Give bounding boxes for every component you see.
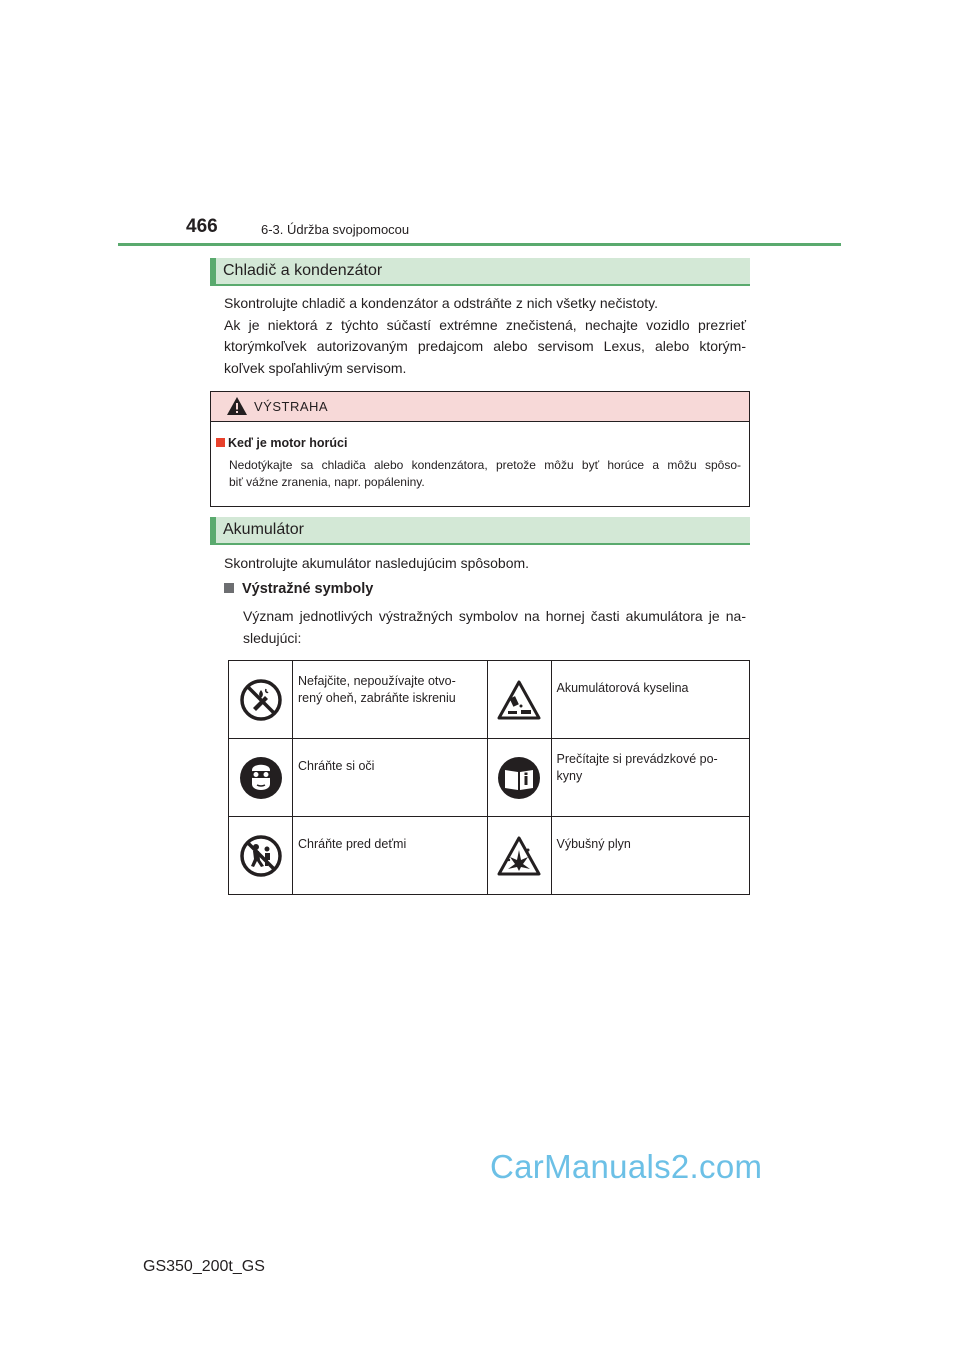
table-row bbox=[229, 817, 750, 895]
warning-title: VÝSTRAHA bbox=[254, 399, 329, 414]
battery-acid-icon bbox=[497, 680, 541, 720]
keep-away-children-icon bbox=[239, 834, 283, 878]
symbol-icon-cell bbox=[487, 817, 551, 895]
radiator-line-3: ktorýmkoľvek autorizovaným predajcom alebo servisom Lexus, alebo ktorým- bbox=[224, 338, 746, 355]
battery-intro: Skontrolujte akumulátor nasledujúcim spôsobom. bbox=[224, 555, 530, 571]
page-number: 466 bbox=[186, 216, 218, 237]
symbol-icon-cell bbox=[487, 661, 551, 739]
symbol-label-line-2: rený oheň, zabráňte iskreniu bbox=[298, 690, 456, 705]
symbols-desc-line-2: sledujúci: bbox=[243, 629, 302, 646]
symbol-label: Chráňte si oči bbox=[298, 759, 375, 773]
header-rule bbox=[118, 243, 841, 246]
gray-square-bullet-icon bbox=[224, 583, 234, 593]
radiator-line-4: koľvek spoľahlivým servisom. bbox=[224, 360, 407, 377]
warning-body bbox=[229, 457, 741, 490]
symbols-table bbox=[228, 660, 750, 895]
symbol-text-cell bbox=[551, 739, 750, 817]
warning-line-2: biť vážne zranenia, napr. popáleniny. bbox=[229, 474, 425, 489]
symbol-icon-cell bbox=[229, 739, 293, 817]
symbol-text-cell bbox=[293, 739, 488, 817]
section-header-battery bbox=[210, 517, 750, 545]
no-smoking-flame-icon bbox=[239, 678, 283, 722]
section-title-battery: Akumulátor bbox=[223, 521, 304, 538]
symbol-text-cell bbox=[293, 661, 488, 739]
warning-triangle-icon bbox=[226, 396, 248, 416]
symbol-text-cell bbox=[293, 817, 488, 895]
symbol-label-line-2: kyny bbox=[556, 768, 583, 783]
symbol-label: Chráňte pred deťmi bbox=[298, 837, 407, 851]
warning-header bbox=[211, 392, 749, 422]
radiator-line-2: Ak je niektorá z týchto súčastí extrémne znečistená, nechajte vozidlo prezrieť bbox=[224, 316, 746, 333]
symbol-label: Akumulátorová kyselina bbox=[556, 681, 689, 695]
symbol-label-line-1: Prečítajte si prevádzkové po- bbox=[556, 752, 718, 766]
symbol-text-cell bbox=[551, 661, 750, 739]
symbol-label-line-1: Nefajčite, nepoužívajte otvo- bbox=[298, 674, 456, 688]
table-row bbox=[229, 661, 750, 739]
symbols-bullet-text: Výstražné symboly bbox=[242, 581, 374, 597]
symbol-icon-cell bbox=[229, 661, 293, 739]
symbols-bullet bbox=[224, 581, 373, 597]
symbol-text-cell bbox=[551, 817, 750, 895]
watermark: CarManuals2.com bbox=[490, 1148, 763, 1185]
symbol-icon-cell bbox=[487, 739, 551, 817]
radiator-line-1: Skontrolujte chladič a kondenzátor a odstráňte z nich všetky nečistoty. bbox=[224, 295, 658, 311]
red-square-bullet-icon bbox=[216, 438, 225, 447]
symbol-icon-cell bbox=[229, 817, 293, 895]
radiator-text bbox=[224, 293, 746, 380]
explosive-gas-icon bbox=[497, 836, 541, 876]
eye-protection-icon bbox=[239, 756, 283, 800]
section-header-radiator bbox=[210, 258, 750, 286]
symbols-description bbox=[243, 606, 746, 649]
chapter-title: 6-3. Údržba svojpomocou bbox=[261, 222, 410, 237]
warning-line-1: Nedotýkajte sa chladiča alebo kondenzátora, pretože môžu byť horúce a môžu spôso- bbox=[229, 458, 741, 472]
symbol-label: Výbušný plyn bbox=[556, 837, 631, 851]
symbols-desc-line-1: Význam jednotlivých výstražných symbolov na hornej časti akumulátora je na- bbox=[243, 608, 746, 624]
warning-box bbox=[210, 391, 750, 507]
section-title-radiator: Chladič a kondenzátor bbox=[223, 262, 383, 279]
table-row bbox=[229, 739, 750, 817]
footer-model: GS350_200t_GS bbox=[143, 1258, 265, 1275]
read-instructions-icon bbox=[497, 756, 541, 800]
warning-subtitle-text: Keď je motor horúci bbox=[228, 436, 348, 450]
warning-subtitle bbox=[216, 436, 347, 450]
